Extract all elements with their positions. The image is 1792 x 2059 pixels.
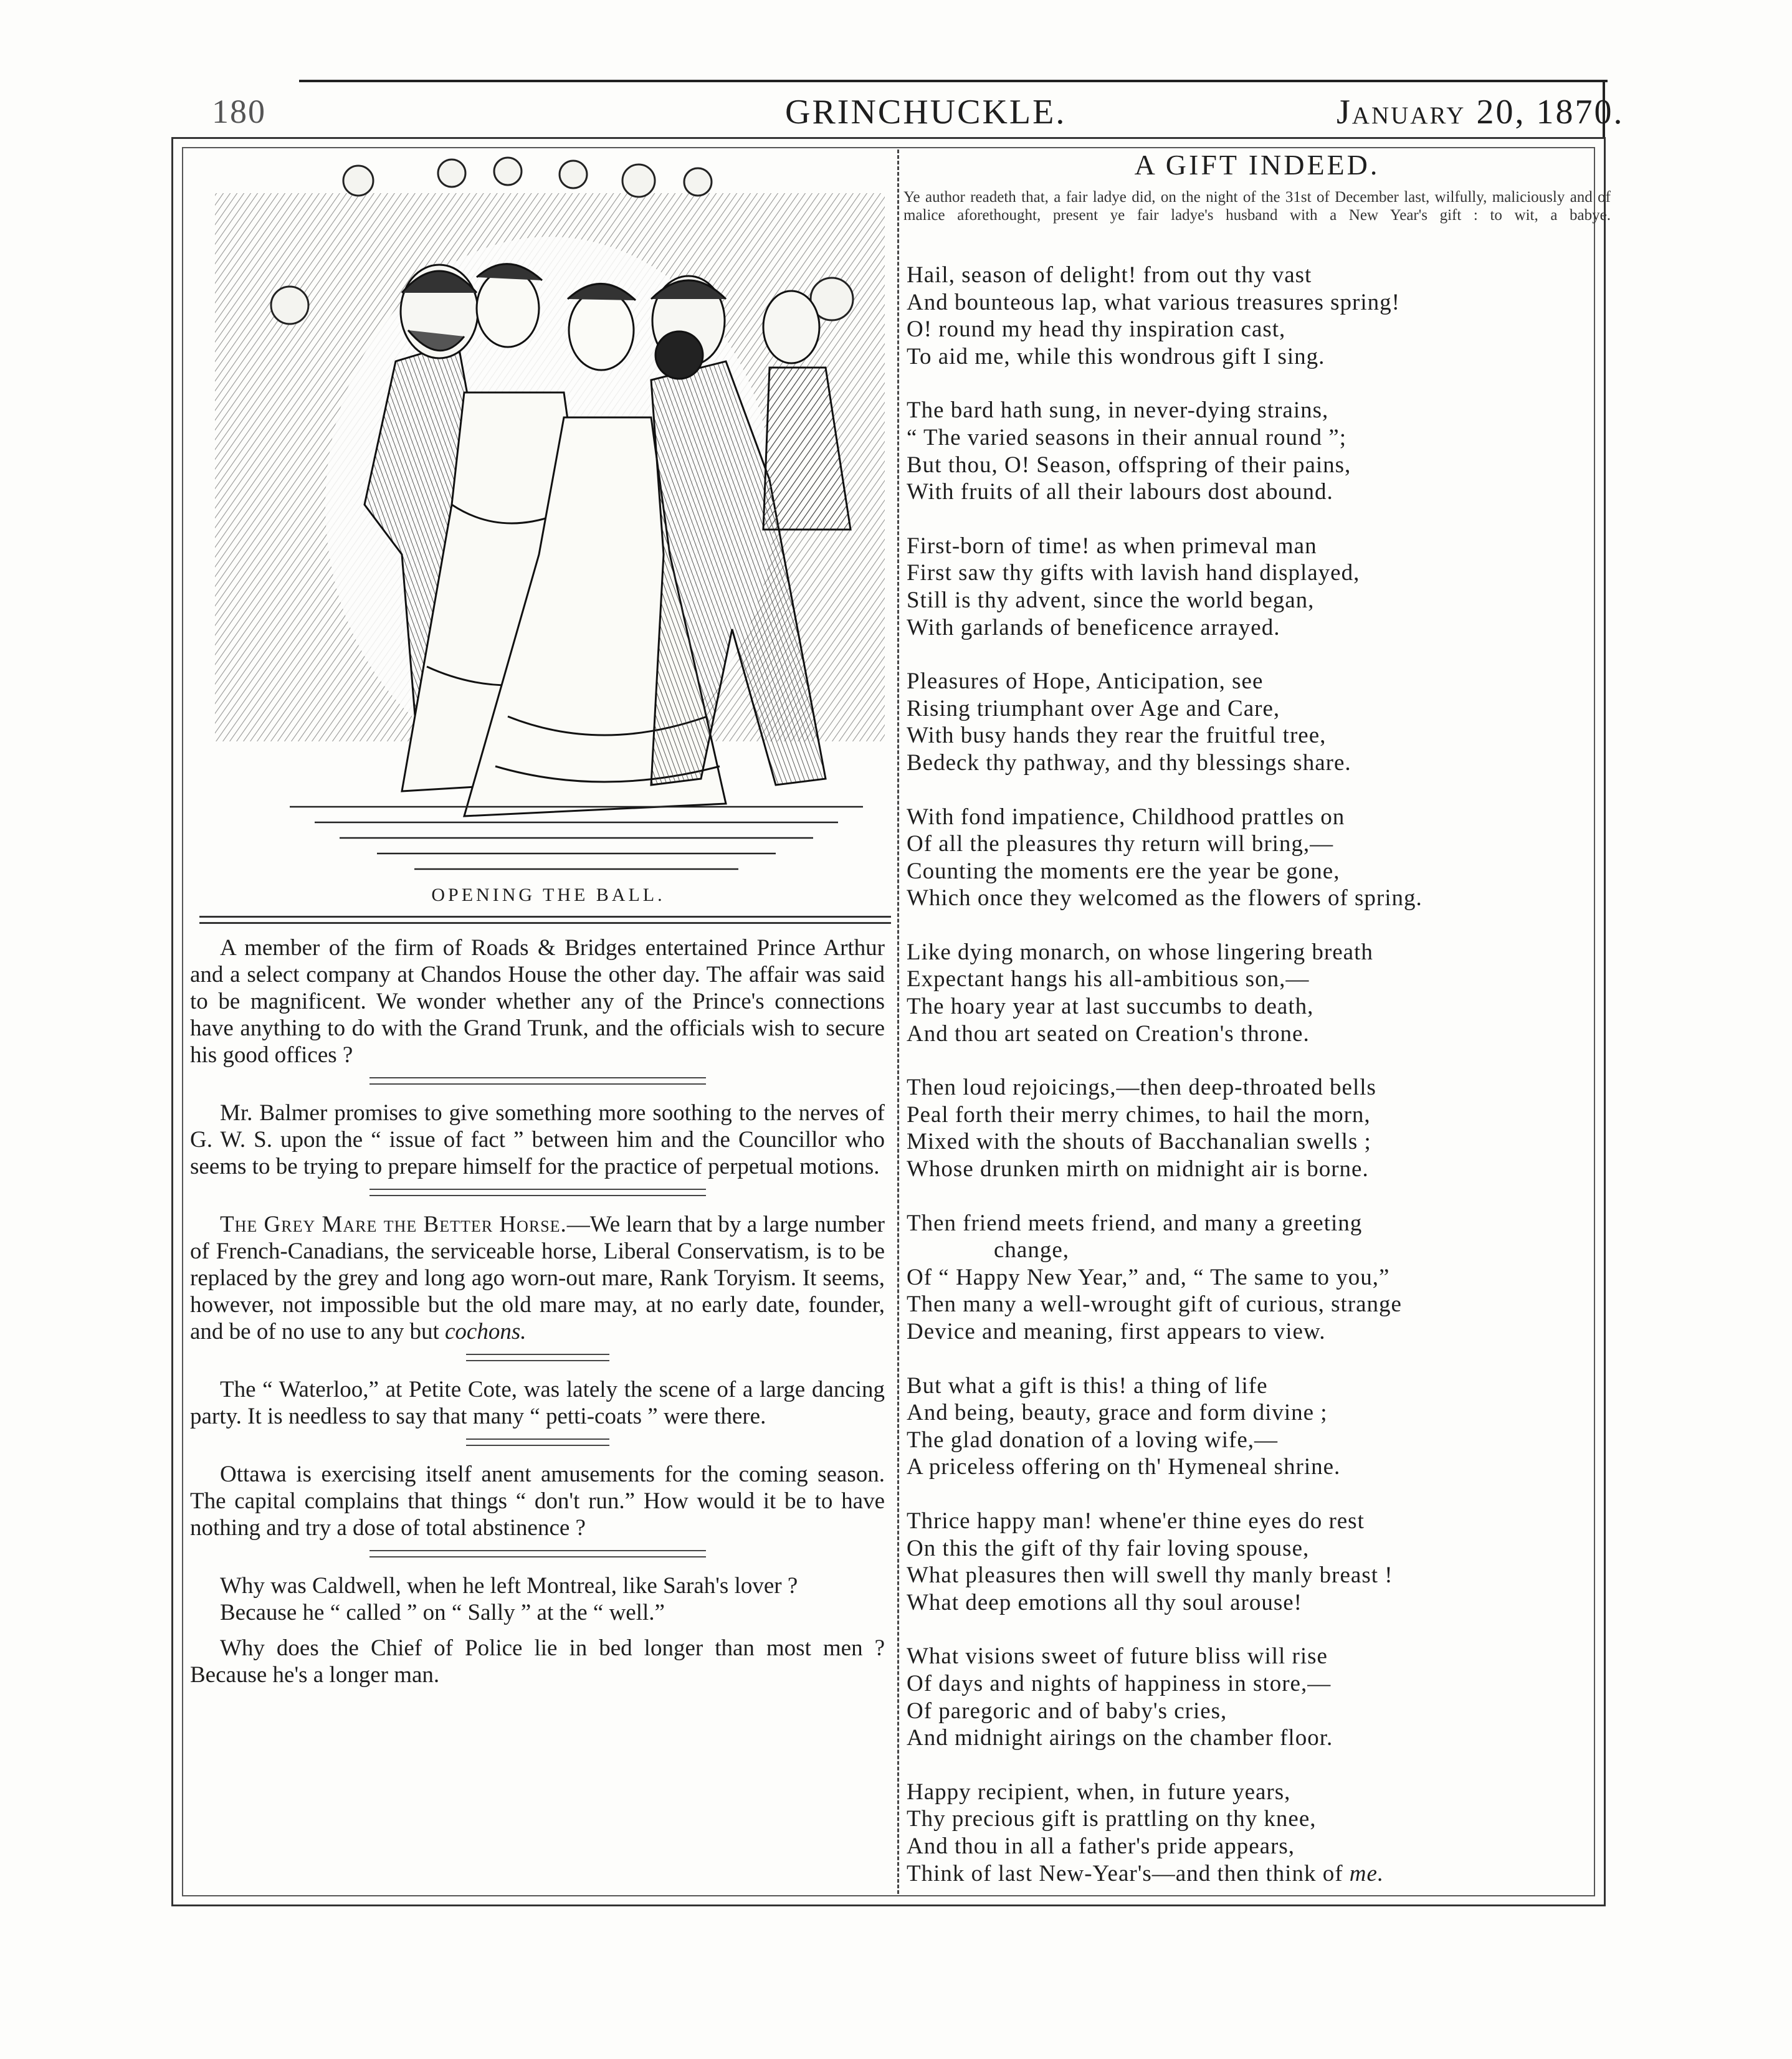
riddle-caldwell-answer: Because he “ called ” on “ Sally ” at the “ well.”: [220, 1600, 665, 1625]
poem-line: Of days and nights of happiness in store,—: [907, 1670, 1332, 1696]
column-divider: [897, 150, 899, 1894]
poem-line: And being, beauty, grace and form divine ;: [907, 1400, 1328, 1426]
poem-line: O! round my head thy inspiration cast,: [907, 316, 1286, 343]
left-column: [190, 934, 885, 1688]
poem-line: With garlands of beneficence arrayed.: [907, 614, 1280, 640]
poem-line: Hail, season of delight! from out thy vast: [907, 262, 1312, 288]
poem-line: And bounteous lap, what various treasures spring!: [907, 289, 1400, 315]
poem-stanza: [907, 1210, 1604, 1346]
paragraph-balmer: Mr. Balmer promises to give something more soothing to the nerves of G. W. S. upon the “ issue of fact ” between him and the Councillor who seems to be trying to prepare himself for the practice of perpetual motions.: [190, 1100, 885, 1179]
poem-stanza: [907, 1643, 1604, 1751]
poem-line: A priceless offering on th' Hymeneal shrine.: [907, 1454, 1341, 1480]
poem-line: Then friend meets friend, and many a greeting: [907, 1210, 1363, 1236]
caption-rule-2: [199, 922, 891, 924]
poem-stanza: [907, 1508, 1604, 1616]
poem-line: Bedeck thy pathway, and thy blessings share.: [907, 749, 1351, 776]
masthead: GRINCHUCKLE.: [785, 93, 1067, 131]
poem-line: With fruits of all their labours dost abound.: [907, 479, 1333, 505]
poem-line: But what a gift is this! a thing of life: [907, 1372, 1268, 1399]
poem-line: Rising triumphant over Age and Care,: [907, 695, 1280, 721]
separator: [466, 1354, 609, 1361]
page-number: 180: [212, 93, 266, 130]
separator: [369, 1189, 706, 1196]
paragraph-ottawa: Ottawa is exercising itself anent amusements for the coming season. The capital complains that things “ don't run.” How would it be to have nothing and try a dose of total abstinence ?: [190, 1462, 885, 1541]
poem-line: First saw thy gifts with lavish hand displayed,: [907, 560, 1360, 586]
poem-stanza: [907, 1372, 1604, 1481]
poem-line: Mixed with the shouts of Bacchanalian swells ;: [907, 1129, 1371, 1155]
poem-line: And midnight airings on the chamber floor.: [907, 1725, 1333, 1751]
poem-line: Which once they welcomed as the flowers of spring.: [907, 885, 1423, 911]
poem-stanza: [907, 533, 1604, 641]
poem-line: Device and meaning, first appears to view.: [907, 1319, 1326, 1344]
issue-date: January 20, 1870.: [1337, 93, 1624, 131]
separator: [369, 1077, 706, 1085]
poem-stanza: [907, 939, 1604, 1047]
poem-line: But thou, O! Season, offspring of their pains,: [907, 452, 1351, 478]
riddle-caldwell-question: Why was Caldwell, when he left Montreal, like Sarah's lover ?: [220, 1573, 798, 1599]
poem-line: “ The varied seasons in their annual round ”;: [907, 424, 1346, 450]
poem-stanza: [907, 397, 1604, 505]
poem-intro: Ye author readeth that, a fair ladye did, on the night of the 31st of December last, wilfully, maliciously and of malice aforethought, present ye fair ladye's husband with a New Year's gift : to wit, a babye.: [903, 189, 1611, 224]
poem-line: The hoary year at last succumbs to death,: [907, 994, 1314, 1020]
poem-line: Then many a well-wrought gift of curious, strange: [907, 1291, 1402, 1318]
poem-last-word: me.: [1349, 1860, 1385, 1886]
poem-line: Of “ Happy New Year,” and, “ The same to you,”: [907, 1264, 1390, 1290]
poem-stanza: [907, 668, 1604, 776]
poem-line: The glad donation of a loving wife,—: [907, 1427, 1279, 1453]
poem-line: And thou in all a father's pride appears,: [907, 1833, 1295, 1859]
poem-line: Expectant hangs his all-ambitious son,—: [907, 966, 1310, 992]
poem-line: Peal forth their merry chimes, to hail the morn,: [907, 1101, 1371, 1128]
poem-line: To aid me, while this wondrous gift I sing.: [907, 343, 1325, 369]
paragraph-waterloo: The “ Waterloo,” at Petite Cote, was lately the scene of a large dancing party. It is needless to say that many “ petti-coats ” were there.: [190, 1377, 885, 1429]
grey-mare-end: cochons.: [444, 1319, 527, 1344]
caption-rule: [199, 916, 891, 918]
separator: [466, 1438, 609, 1446]
poem-line: Whose drunken mirth on midnight air is borne.: [907, 1156, 1369, 1182]
poem-stanza: [907, 262, 1604, 370]
poem-line: Think of last New-Year's—and then think of me.: [907, 1860, 1385, 1886]
paragraph-grey-mare: [190, 1211, 885, 1345]
header-top-rule: [299, 80, 1608, 82]
poem-stanza: [907, 804, 1604, 912]
poem-line: What deep emotions all thy soul arouse!: [907, 1589, 1302, 1615]
riddle-police: Why does the Chief of Police lie in bed longer than most men ? Because he's a longer man.: [190, 1635, 885, 1688]
poem-line: Thrice happy man! whene'er thine eyes do rest: [907, 1508, 1365, 1534]
poem-line: With fond impatience, Childhood prattles on: [907, 804, 1345, 830]
grey-mare-heading: The Grey Mare the Better Horse.: [220, 1212, 567, 1237]
poem-line: Counting the moments ere the year be gone,: [907, 858, 1340, 884]
poem-line: What pleasures then will swell thy manly breast !: [907, 1562, 1393, 1589]
illustration-caption: OPENING THE BALL.: [431, 885, 665, 905]
poem-stanza: [907, 1779, 1604, 1887]
poem-line: With busy hands they rear the fruitful tree,: [907, 723, 1327, 749]
poem-line: Of all the pleasures thy return will bring,—: [907, 831, 1334, 857]
poem-title: A GIFT INDEED.: [1134, 149, 1380, 181]
poem-line: Like dying monarch, on whose lingering breath: [907, 939, 1373, 965]
poem-line: And thou art seated on Creation's throne.: [907, 1020, 1310, 1047]
grey-mare-body: —We learn that by a large number of French-Canadians, the serviceable horse, Liberal Conservatism, is to be replaced by the grey and long ago worn-out mare, Rank Toryism. It seems, however, not impossible but the old mare may, at no early date, founder, and be of no use to any but: [190, 1212, 885, 1344]
separator: [369, 1550, 706, 1557]
poem-line: change,: [994, 1237, 1070, 1263]
poem-line: Thy precious gift is prattling on thy knee,: [907, 1806, 1317, 1832]
ball-illustration: [215, 156, 885, 882]
poem-line: First-born of time! as when primeval man: [907, 533, 1317, 559]
poem-line: Then loud rejoicings,—then deep-throated bells: [907, 1075, 1376, 1101]
poem-stanza: [907, 1074, 1604, 1182]
poem-line: Pleasures of Hope, Anticipation, see: [907, 668, 1264, 695]
poem-line: Happy recipient, when, in future years,: [907, 1779, 1291, 1805]
poem-line: What visions sweet of future bliss will rise: [907, 1643, 1328, 1670]
poem-line: Of paregoric and of baby's cries,: [907, 1698, 1227, 1724]
poem-body: [907, 262, 1604, 1914]
poem-line: The bard hath sung, in never-dying strains,: [907, 397, 1329, 424]
poem-line: On this the gift of thy fair loving spouse,: [907, 1535, 1310, 1561]
poem-line: Still is thy advent, since the world began,: [907, 587, 1315, 613]
paragraph-roads-bridges: A member of the firm of Roads & Bridges entertained Prince Arthur and a select company at Chandos House the other day. The affair was said to be magnificent. We wonder whether any of the Prince's connections have anything to do with the Grand Trunk, and the officials wish to secure his good offices ?: [190, 935, 885, 1068]
